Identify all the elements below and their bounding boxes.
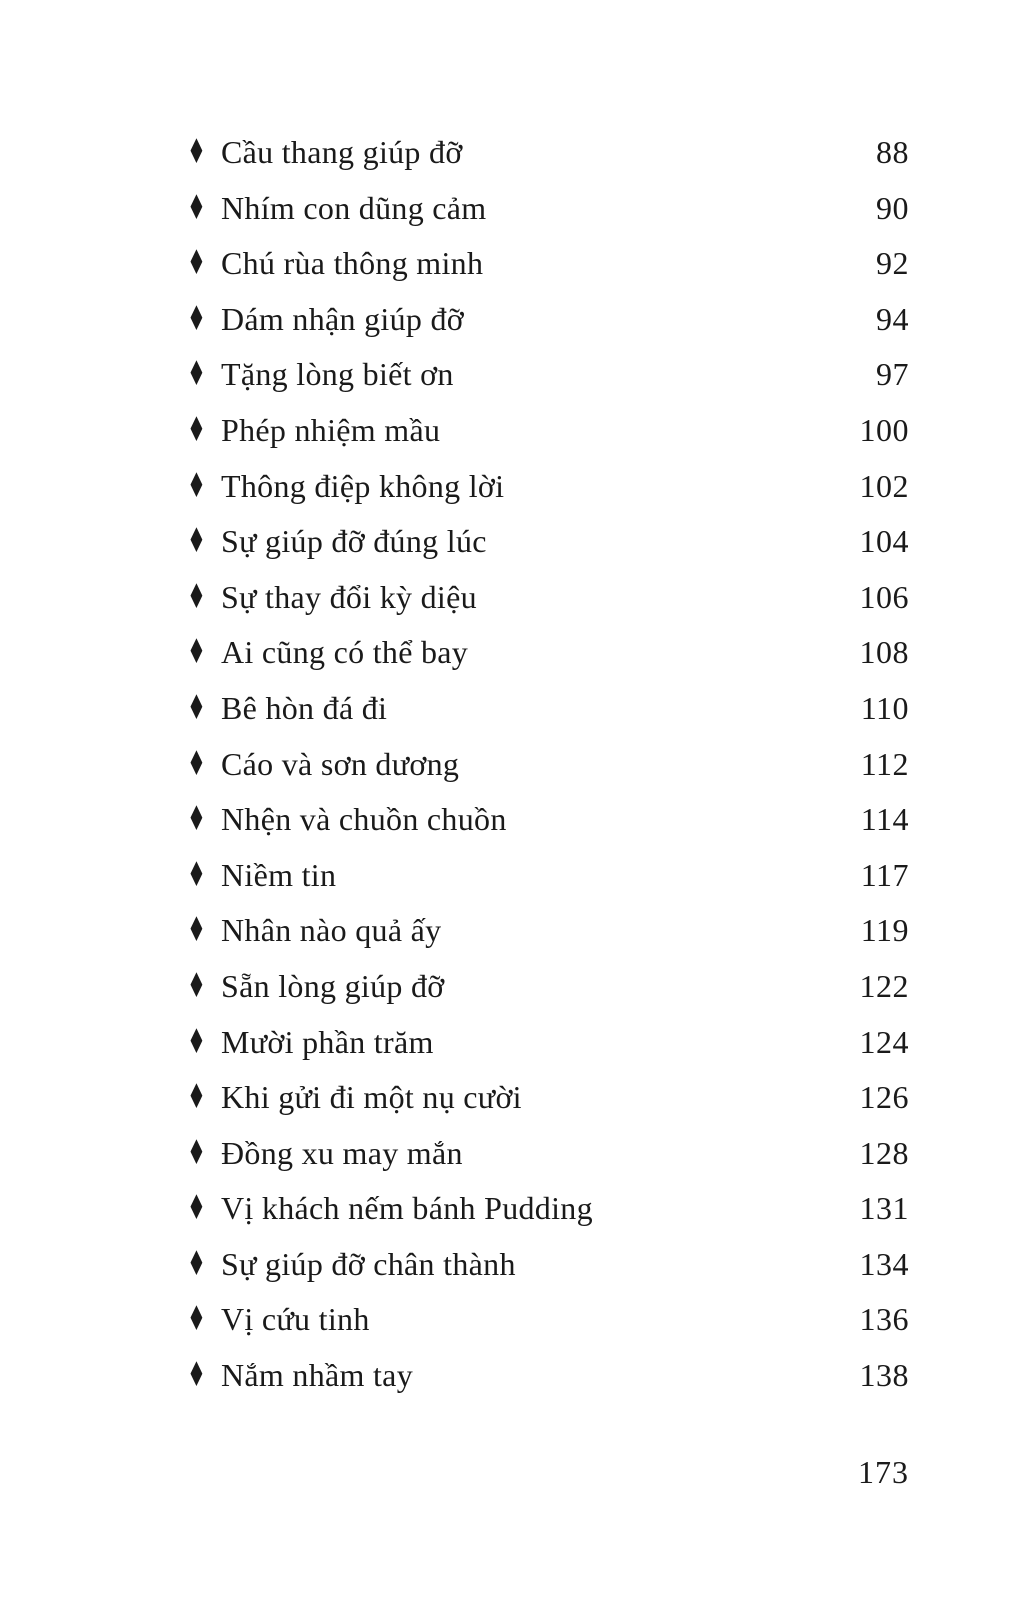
diamond-bullet-icon: ♦ [187,576,206,617]
toc-entry [187,347,909,403]
toc-entry-left [187,792,507,848]
toc-entry [187,1181,909,1237]
diamond-bullet-icon: ♦ [187,799,206,840]
toc-entry-title: Vị khách nếm bánh Pudding [221,1190,593,1227]
toc-entry-page-number: 131 [859,1190,909,1227]
toc-entry-page-number: 134 [859,1245,909,1282]
toc-entry-page-number: 100 [859,411,909,448]
toc-entry-left [187,181,487,237]
toc-list [187,125,909,1404]
toc-entry-page-number: 102 [859,467,909,504]
diamond-bullet-icon: ♦ [187,1243,206,1284]
toc-entry-left [187,1237,516,1293]
toc-entry-left [187,848,336,904]
diamond-bullet-icon: ♦ [187,1132,206,1173]
diamond-bullet-icon: ♦ [187,465,206,506]
toc-entry-title: Nhím con dũng cảm [221,189,487,226]
toc-entry [187,236,909,292]
page-number: 173 [858,1454,909,1490]
diamond-bullet-icon: ♦ [187,1188,206,1229]
toc-entry [187,1070,909,1126]
toc-entry [187,459,909,515]
toc-entry-left [187,236,483,292]
toc-entry-title: Ai cũng có thể bay [221,634,469,671]
toc-entry-title: Nhện và chuồn chuồn [221,801,507,838]
toc-entry-page-number: 90 [876,189,909,226]
toc-entry-left [187,737,459,793]
toc-entry-title: Nắm nhầm tay [221,1357,413,1394]
diamond-bullet-icon: ♦ [187,409,206,450]
toc-entry-left [187,1126,463,1182]
toc-entry-left [187,625,468,681]
toc-entry [187,403,909,459]
toc-entry-page-number: 136 [859,1301,909,1338]
toc-entry-left [187,1070,522,1126]
diamond-bullet-icon: ♦ [187,854,206,895]
toc-entry [187,1126,909,1182]
diamond-bullet-icon: ♦ [187,1077,206,1118]
toc-entry [187,848,909,904]
toc-entry [187,1015,909,1071]
toc-entry-title: Sự thay đổi kỳ diệu [221,578,477,615]
toc-entry-title: Chú rùa thông minh [221,245,484,282]
diamond-bullet-icon: ♦ [187,298,206,339]
toc-entry-left [187,1292,370,1348]
toc-entry-title: Khi gửi đi một nụ cười [221,1079,522,1116]
toc-entry-left [187,347,454,403]
toc-entry-title: Vị cứu tinh [221,1301,370,1338]
diamond-bullet-icon: ♦ [187,965,206,1006]
toc-entry-left [187,292,464,348]
diamond-bullet-icon: ♦ [187,910,206,951]
toc-entry-left [187,125,463,181]
toc-entry-title: Cầu thang giúp đỡ [221,134,463,170]
toc-entry-page-number: 119 [860,912,909,949]
toc-entry-title: Cáo và sơn dương [221,745,460,782]
toc-entry-page-number: 114 [860,801,909,838]
diamond-bullet-icon: ♦ [187,1299,206,1340]
diamond-bullet-icon: ♦ [187,354,206,395]
toc-entry-title: Sự giúp đỡ chân thành [221,1245,516,1282]
toc-entry-page-number: 110 [860,689,909,726]
toc-entry [187,181,909,237]
toc-entry-title: Tặng lòng biết ơn [221,356,454,393]
toc-entry [187,625,909,681]
toc-entry [187,1292,909,1348]
toc-entry-page-number: 122 [859,967,909,1004]
toc-entry-page-number: 104 [859,523,909,560]
toc-entry [187,959,909,1015]
toc-entry-left [187,403,440,459]
toc-entry-page-number: 97 [876,356,909,393]
toc-entry-page-number: 117 [860,856,909,893]
diamond-bullet-icon: ♦ [187,187,206,228]
toc-entry-left [187,959,445,1015]
toc-entry-page-number: 94 [876,300,909,337]
toc-entry [187,737,909,793]
toc-entry [187,1237,909,1293]
toc-entry-left [187,459,504,515]
toc-entry-page-number: 112 [860,745,909,782]
toc-entry-page-number: 88 [876,134,909,170]
toc-entry-title: Sẵn lòng giúp đỡ [221,967,445,1004]
toc-entry-title: Sự giúp đỡ đúng lúc [221,523,487,560]
toc-entry-left [187,1181,593,1237]
toc-entry [187,681,909,737]
toc-entry [187,792,909,848]
toc-entry-page-number: 108 [859,634,909,671]
toc-entry-page-number: 106 [859,578,909,615]
toc-entry-title: Nhân nào quả ấy [221,912,442,949]
toc-entry-page-number: 92 [876,245,909,282]
toc-entry-title: Phép nhiệm mầu [221,411,441,448]
toc-entry-left [187,570,477,626]
toc-entry-left [187,1015,434,1071]
diamond-bullet-icon: ♦ [187,243,206,284]
diamond-bullet-icon: ♦ [187,743,206,784]
toc-entry [187,292,909,348]
toc-entry-page-number: 138 [859,1357,909,1394]
toc-entry-title: Dám nhận giúp đỡ [221,300,465,337]
toc-entry-left [187,1348,413,1404]
toc-entry [187,903,909,959]
toc-entry-page-number: 126 [859,1079,909,1116]
diamond-bullet-icon: ♦ [187,132,206,172]
toc-entry [187,1348,909,1404]
diamond-bullet-icon: ♦ [187,632,206,673]
toc-entry-title: Mười phần trăm [221,1023,434,1060]
toc-entry-title: Niềm tin [221,856,337,893]
toc-entry [187,514,909,570]
diamond-bullet-icon: ♦ [187,521,206,562]
toc-entry-left [187,514,487,570]
toc-entry-title: Đồng xu may mắn [221,1134,463,1171]
toc-entry-page-number: 128 [859,1134,909,1171]
diamond-bullet-icon: ♦ [187,1355,206,1396]
toc-entry-left [187,903,441,959]
toc-entry-title: Thông điệp không lời [221,467,505,504]
diamond-bullet-icon: ♦ [187,1021,206,1062]
toc-entry [187,125,909,181]
diamond-bullet-icon: ♦ [187,687,206,728]
toc-entry-title: Bê hòn đá đi [221,689,388,726]
toc-entry-page-number: 124 [859,1023,909,1060]
toc-entry-left [187,681,387,737]
toc-entry [187,570,909,626]
